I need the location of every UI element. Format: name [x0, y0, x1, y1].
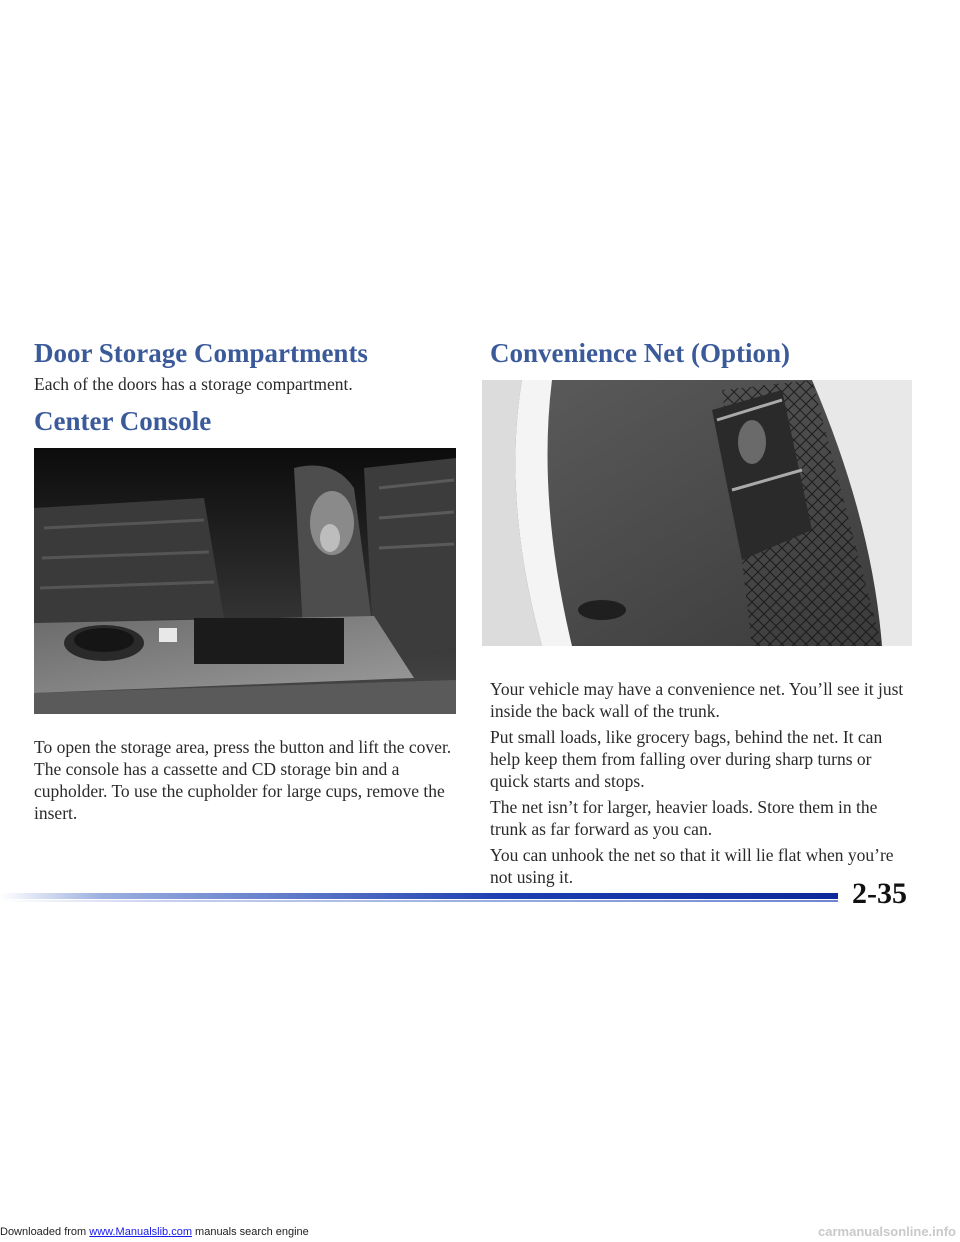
net-paragraph-4: You can unhook the net so that it will lie flat when you’re not using it.	[490, 845, 894, 887]
center-console-photo	[34, 448, 456, 714]
download-footer	[0, 1226, 309, 1238]
convenience-net-photo	[482, 380, 912, 646]
convenience-net-heading: Convenience Net (Option)	[490, 338, 790, 368]
net-paragraph-2: Put small loads, like grocery bags, behind the net. It can help keep them from falling over during sharp turns or quick starts and stops.	[490, 727, 883, 791]
net-paragraph-3: The net isn’t for larger, heavier loads. Store them in the trunk as far forward as you can.	[490, 797, 878, 839]
footer-suffix: manuals search engine	[191, 1226, 309, 1238]
page-number: 2-35	[852, 877, 907, 910]
watermark: carmanualsonline.info	[818, 1224, 956, 1239]
door-storage-heading: Door Storage Compartments	[34, 338, 368, 368]
center-console-text: To open the storage area, press the button and lift the cover. The console has a cassette and CD storage bin and a cupholder. To use the cupholder for large cups, remove the insert.	[34, 737, 452, 823]
door-storage-text: Each of the doors has a storage compartment.	[34, 374, 353, 394]
net-paragraph-1: Your vehicle may have a convenience net. You’ll see it just inside the back wall of the trunk.	[490, 679, 904, 721]
footer-prefix: Downloaded from	[0, 1226, 90, 1238]
center-console-heading: Center Console	[34, 406, 212, 436]
manualslib-link[interactable]: www.Manualslib.com	[89, 1226, 192, 1238]
page-rule-shadow	[0, 900, 838, 902]
page-rule	[0, 893, 838, 899]
